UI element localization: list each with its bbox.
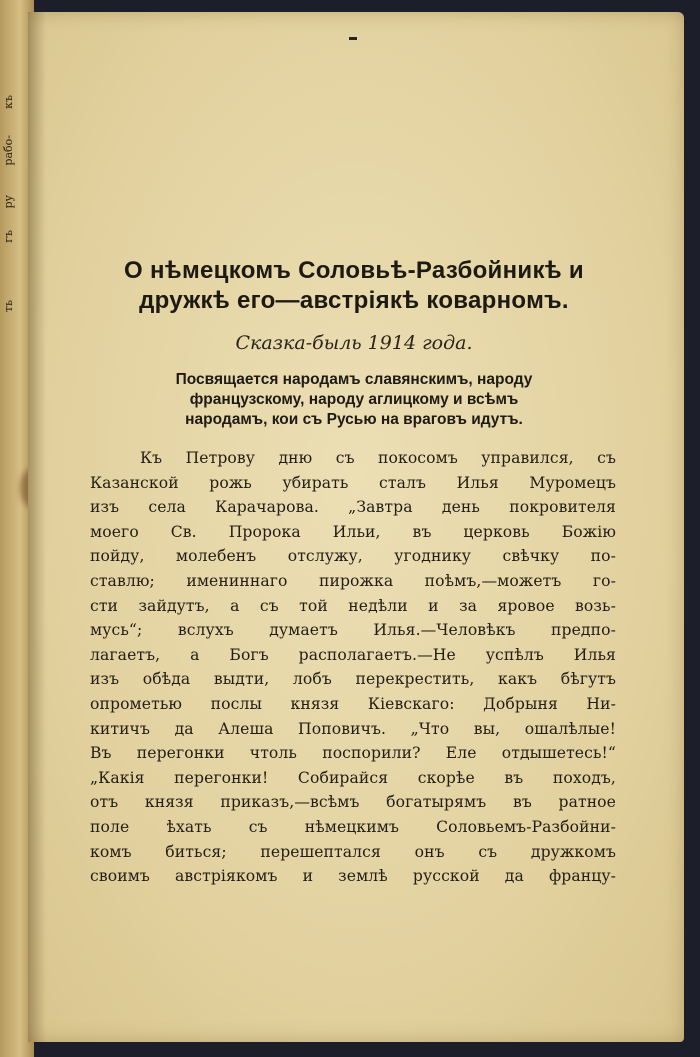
body-line: мусь“; вслухъ думаетъ Илья.—Человѣкъ предпо-	[90, 621, 616, 640]
body-line: комъ биться; перешептался онъ съ дружкомъ	[90, 842, 616, 861]
dedication-line: Посвящается народамъ славянскимъ, народу	[175, 371, 533, 388]
dedication	[114, 370, 594, 430]
body-text	[90, 446, 616, 889]
spine-shadow	[28, 12, 46, 1042]
body-line: лагаетъ, а Богъ располагаетъ.—Не успѣлъ Илья	[90, 645, 616, 664]
left-page-fragment: рабо-	[2, 135, 15, 166]
dedication-line: народамъ, кои съ Русью на враговъ идутъ.	[185, 411, 523, 428]
body-line: Казанской рожь убирать сталъ Илья Муромецъ	[90, 473, 616, 492]
left-page-fragment: ть	[2, 300, 15, 313]
left-page-fragment: гъ	[2, 230, 15, 243]
left-page-fragment: ру	[2, 195, 15, 209]
title-line: О нѣмецкомъ Соловьѣ-Разбойникѣ и	[124, 257, 584, 284]
body-line: пойду, молебенъ отслужу, угоднику свѣчку по-	[90, 547, 616, 566]
body-line: отъ князя приказъ,—всѣмъ богатырямъ въ ратное	[90, 793, 616, 812]
subtitle: Сказка-быль 1914 года.	[235, 332, 473, 354]
body-line: изъ обѣда выдти, лобъ перекрестить, какъ бѣгутъ	[90, 670, 616, 689]
body-line: своимъ австріякомъ и землѣ русской да францу-	[90, 867, 616, 886]
left-page-fragment: къ	[2, 95, 15, 109]
dedication-line: французскому, народу аглицкому и всѣмъ	[189, 391, 519, 408]
body-line: изъ села Карачарова. „Завтра день покровителя	[90, 498, 616, 517]
body-line: сти зайдутъ, а съ той недѣли и за яровое возь-	[90, 596, 616, 615]
body-line: Въ перегонки чтоль поспорили? Еле отдышетесь!“	[90, 744, 616, 763]
body-line: моего Св. Пророка Ильи, въ церковь Божію	[90, 522, 616, 541]
page-title	[84, 256, 624, 316]
body-line: „Какія перегонки! Собирайся скорѣе въ походъ,	[90, 768, 616, 787]
body-line: китичъ да Алеша Поповичъ. „Что вы, ошалѣлые!	[90, 719, 616, 738]
title-line: дружкѣ его—австріякѣ коварномъ.	[139, 287, 569, 314]
book-page	[28, 12, 684, 1042]
body-line: поле ѣхать съ нѣмецкимъ Соловьемъ-Разбойни-	[90, 817, 616, 836]
page-mark	[349, 37, 357, 40]
body-line: ставлю; имениннаго пирожка поѣмъ,—можетъ го-	[90, 571, 616, 590]
body-line: Къ Петрову дню съ покосомъ управился, съ	[140, 449, 616, 467]
body-line: опрометью послы князя Кіевскаго: Добрыня Ни-	[90, 694, 616, 713]
